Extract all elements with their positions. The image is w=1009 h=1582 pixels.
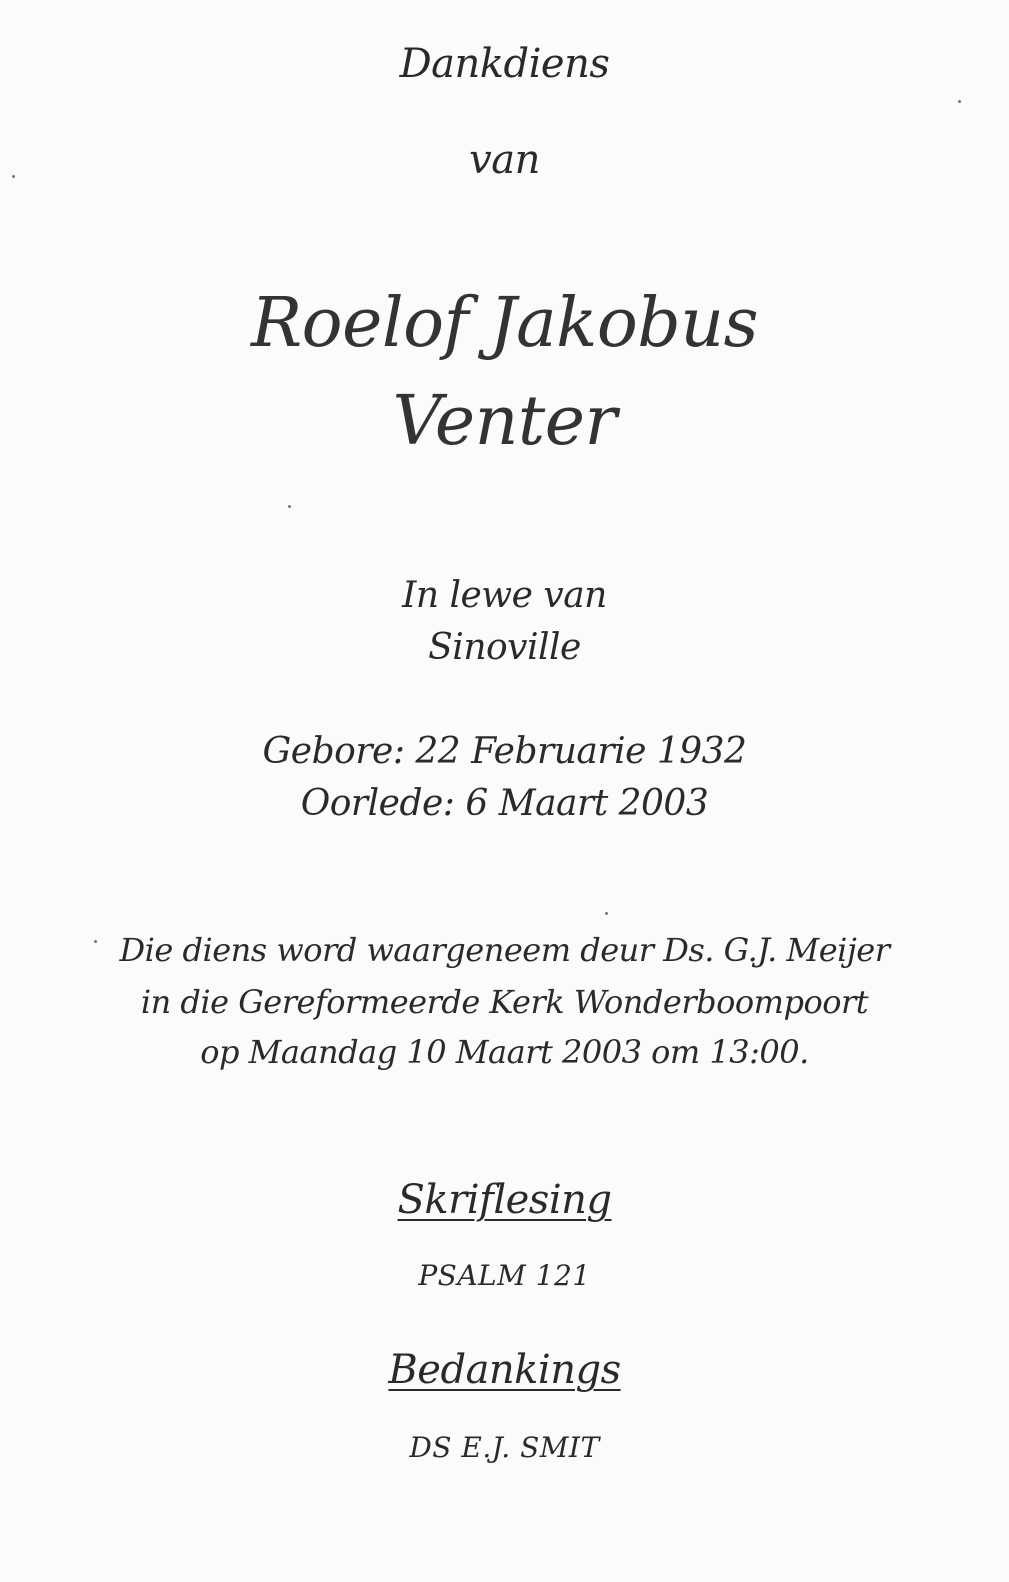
- title-line-2: van: [469, 137, 540, 183]
- birth-date: Gebore: 22 Februarie 1932: [262, 731, 747, 772]
- deceased-name-surname: Venter: [392, 382, 617, 461]
- scan-speck: [288, 505, 291, 508]
- scan-speck: [12, 175, 15, 178]
- title-line-1: Dankdiens: [399, 41, 610, 87]
- scan-speck: [605, 912, 608, 915]
- service-line-1: Die diens word waargeneem deur Ds. G.J. Meijer: [119, 931, 890, 969]
- scan-speck: [94, 940, 97, 943]
- scripture-heading: Skriflesing: [397, 1177, 612, 1223]
- scripture-text: PSALM 121: [418, 1259, 591, 1292]
- scan-speck: [958, 100, 961, 103]
- service-line-2: in die Gereformeerde Kerk Wonderboompoort: [140, 983, 869, 1021]
- deceased-name-first: Roelof Jakobus: [250, 284, 759, 363]
- service-line-3: op Maandag 10 Maart 2003 om 13:00.: [200, 1033, 809, 1071]
- residence-label: In lewe van: [402, 575, 607, 616]
- thanks-heading: Bedankings: [388, 1347, 621, 1393]
- residence-place: Sinoville: [428, 627, 581, 668]
- death-date: Oorlede: 6 Maart 2003: [300, 783, 709, 824]
- thanks-text: DS E.J. SMIT: [409, 1431, 600, 1464]
